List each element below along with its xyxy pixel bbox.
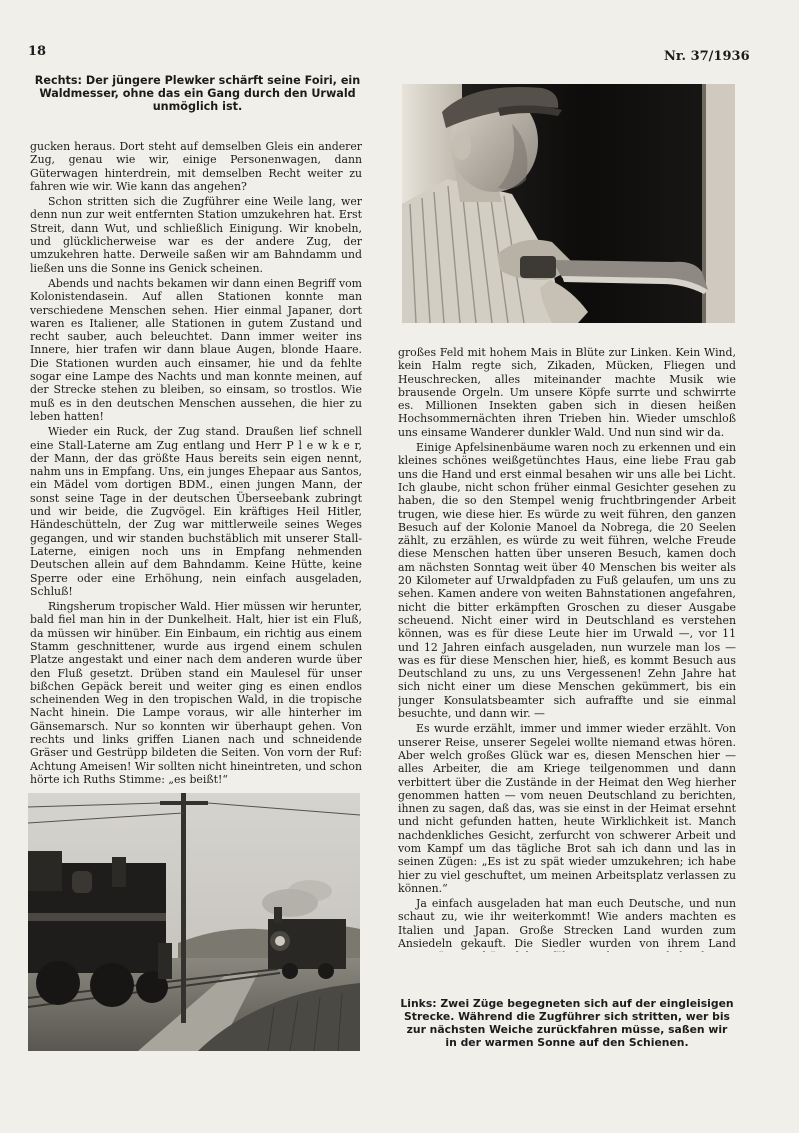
photo-two-trains: [28, 793, 360, 1051]
paragraph: Ja einfach ausgeladen hat man euch Deutsche, und nun schaut zu, wie ihr weiterkommt! Wie anders machten es Italien und Japan. Große Strecken Land wurden zum Ansiedeln gekauft. Die Siedler wurden von ihrem Land: [398, 897, 736, 951]
article-column-right: [398, 346, 736, 952]
paragraph: gucken heraus. Dort steht auf demselben Gleis ein anderer Zug, genau wie wir, einige Personenwagen, dann Güterwagen hinterdrein, mit demselben Recht weiter zu fahren wie wir. Wie kann das angehen?: [30, 140, 362, 193]
issue-number: Nr. 37/1936: [664, 49, 750, 64]
paragraph: Einige Apfelsinenbäume waren noch zu erkennen und ein kleines schönes weißgetünchtes Haus, eine liebe Frau gab uns die Hand und erst einmal besahen wir uns alle bei Licht. Ich glaube, nicht schon früher einmal Gesichter gesehen zu haben, die so den Stempel wenig fruchtbringender Arbeit trugen, wie diese hier. Es würde zu weit führen, den ganzen Besuch auf der Kolonie Manoel da Nobrega, die 20 Seelen zählt, zu erzählen, es würde zu weit führen, welche Freude diese Menschen hatten über unseren Besuch, kamen doch am nächsten Sonntag weit über 40 Menschen bis weiter als 20 Kilometer auf Urwaldpfaden zu Fuß gelaufen, um uns zu sehen. Kamen andere von weiten Bahnstationen angefahren, nicht die bitter erkämpften Groschen zu dieser Ausgabe scheuend. Nicht einer wird in Deutschland es verstehen können, was es für diese Leute hier im Urwald —, vor 11 und 12 Jahren einfach ausgeladen, nun wurzele man los — was es für diese Menschen hier, hieß, es kommt Besuch aus Deutschland zu uns, zu uns Vergessenen! Zehn Jahre hat sich nicht einer um diese Menschen gekümmert, bis ein junger Konsulatsbeamter sich aufraffte und sie einmal besuchte, und dann wir. —: [398, 441, 736, 721]
paragraph: Es wurde erzählt, immer und immer wieder erzählt. Von unserer Reise, unserer Segelei wollte niemand etwas hören. Aber welch großes Glück war es, diesen Menschen hier — alles Arbeiter, die am Kriege teilgenommen und dann verbittert über die Zustände in der Heimat den Weg hierher genommen hatten — vom neuen Deutschland zu berichten, ihnen zu sagen, daß das, was sie einst in der Heimat ersehnt und nicht gefunden hatten, heute Wirklichkeit ist. Manch nachdenkliches Gesicht, zerfurcht von schwerer Arbeit und vom Kampf um das tägliche Brot sah ich dann und las in seinen Zügen: „Es ist zu spät wieder umzukehren; ich habe hier zu viel geschuftet, um meinen Arbeitsplatz verlassen zu können.“: [398, 722, 736, 895]
photo-caption-left: Links: Zwei Züge begegneten sich auf der eingleisigen Strecke. Während die Zugführer sich stritten, wer bis zur nächsten Weiche zurückfahren müsse, saßen wir in der warmen Sonne auf den Schienen.: [400, 997, 734, 1049]
article-column-left: [30, 140, 362, 785]
paragraph: Ringsherum tropischer Wald. Hier müssen wir herunter, bald fiel man hin in der Dunkelheit. Halt, hier ist ein Fluß, da müssen wir hinüber. Ein Einbaum, ein richtig aus einem Stamm geschnittener, wurde aus irgend einem schulen Platze angestakt und einer nach dem anderen wurde über den Fluß gesetzt. Drüben stand ein Maulesel für unser bißchen Gepäck bereit und weiter ging es einen endlos scheinenden Weg in den tropischen Wald, in die tropische Nacht hinein. Die Lampe voraus, wir alle hinterher im Gänsemarsch. Nur so konnten wir überhaupt gehen. Von rechts und links griffen Lianen nach und schneidende Gräser und Gestrüpp bildeten die Seiten. Von vorn der Ruf: Achtung Ameisen! Wir sollten nicht hineintreten, und schon hörte ich Ruths Stimme: „es beißt!“: [30, 600, 362, 785]
paragraph: großes Feld mit hohem Mais in Blüte zur Linken. Kein Wind, kein Halm regte sich, Zikaden, Mücken, Fliegen und Heuschrecken, alles miteinander machte Musik wie brausende Orgeln. Um unsere Köpfe surrte und schwirrte es. Millionen Insekten gaben sich in diesen heißen Hochsommernächten ihren Trieben hin. Wieder umschloß uns einsame Wanderer dunkler Wald. Und nun sind wir da.: [398, 346, 736, 439]
photo-man-sharpening-machete: [402, 84, 735, 323]
paragraph: Abends und nachts bekamen wir dann einen Begriff vom Kolonistendasein. Auf allen Stationen konnte man verschiedene Menschen sehen. Hier einmal Japaner, dort waren es Italiener, alle Stationen in gutem Zustand und recht sauber, auch beleuchtet. Dann immer weiter ins Innere, hier trafen wir dann blaue Augen, blonde Haare. Die Stationen wurden auch einsamer, hie und da fehlte sogar eine Lampe des Nachts und man konnte meinen, auf der Strecke stehen zu bleiben, so einsam, so trostlos. Wie muß es in den deutschen Menschen aussehen, die hier zu leben hatten!: [30, 276, 362, 423]
paragraph: Schon stritten sich die Zugführer eine Weile lang, wer denn nun zur weit entfernten Station umzukehren hat. Erst Streit, dann Wut, und schließlich Einigung. Wir knobeln, und glücklicherweise war es der andere Zug, der umzukehren hatte. Derweile saßen wir am Bahndamm und ließen uns die Sonne ins Genick scheinen.: [30, 195, 362, 275]
page-number: 18: [28, 44, 47, 59]
paragraph: Wieder ein Ruck, der Zug stand. Draußen lief schnell eine Stall-Laterne am Zug entlang und Herr P l e w k e r, der Mann, der das größte Haus bereits sein eigen nennt, nahm uns in Empfang. Uns, ein junges Ehepaar aus Santos, ein Mädel vom dortigen BDM., einen jungen Mann, der sonst seine Tage in der deutschen Überseebank zubringt und wir beide, die Zugvögel. Ein kräftiges Heil Hitler, Händeschütteln, der Zug war mittlerweile seines Weges gegangen, und wir standen buchstäblich mit unserer Stall-Laterne, einigen noch uns in Empfang nehmenden Deutschen allein auf dem Bahndamm. Keine Hütte, keine Sperre oder eine Erhöhung, nein einfach ausgeladen, Schluß!: [30, 425, 362, 598]
photo-caption-right: Rechts: Der jüngere Plewker schärft seine Foiri, ein Waldmesser, ohne das ein Gang durch den Urwald unmöglich ist.: [34, 74, 361, 113]
